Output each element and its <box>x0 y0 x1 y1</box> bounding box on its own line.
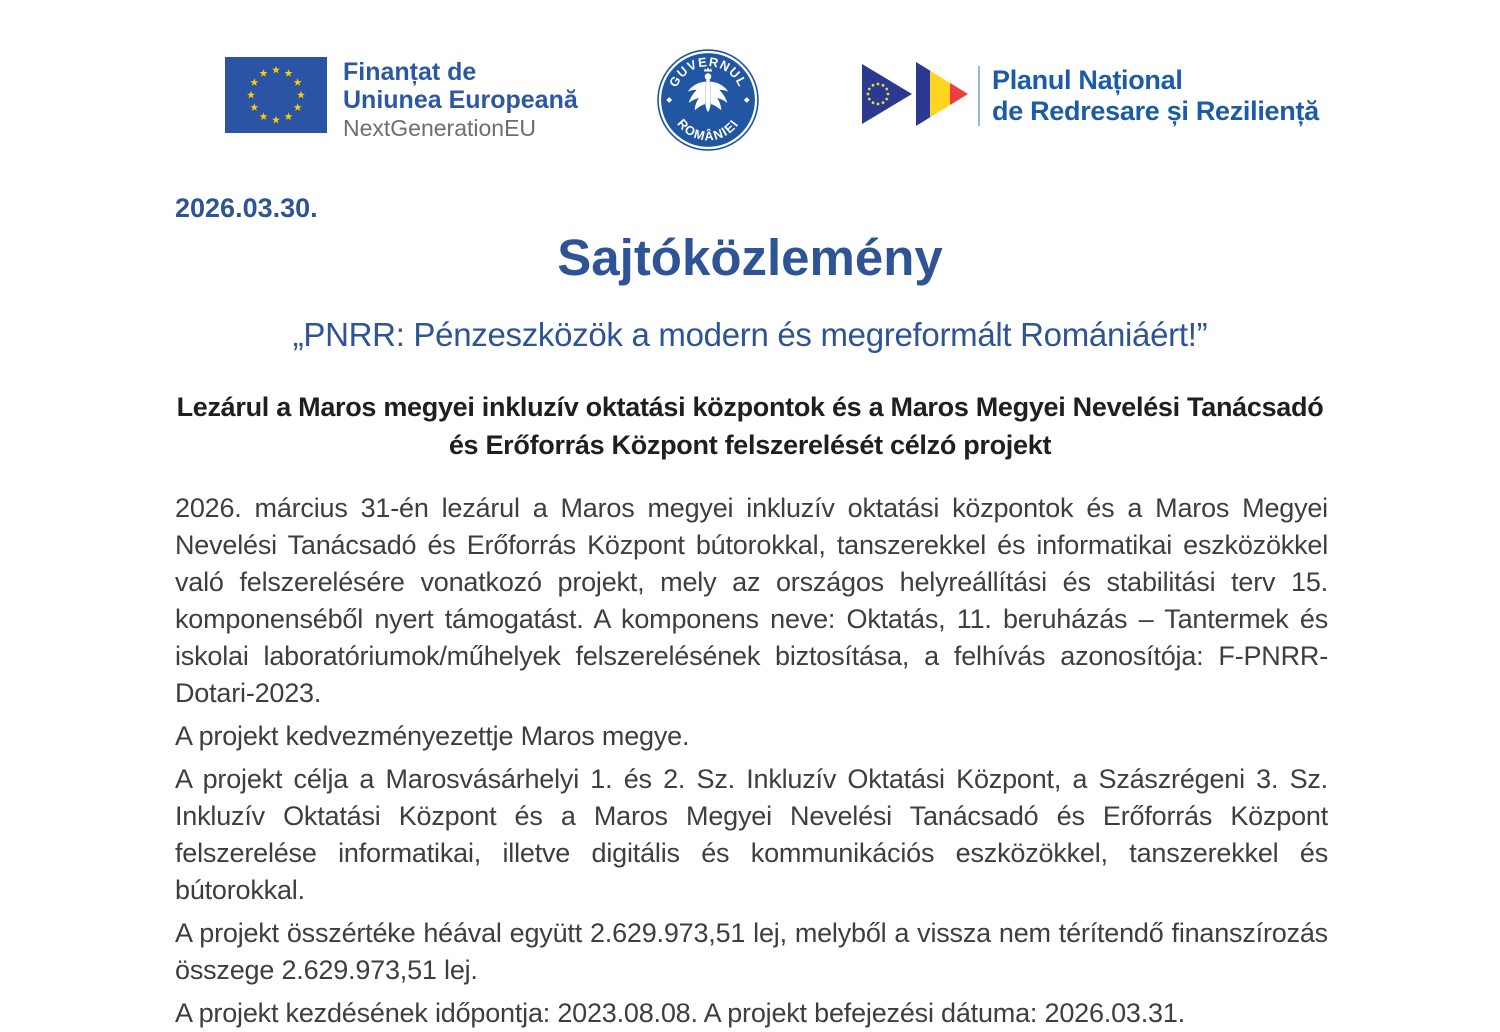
body-paragraph: A projekt kedvezményezettje Maros megye. <box>175 721 690 751</box>
pnrr-text-line2: de Redresare și Reziliență <box>992 96 1319 126</box>
pnrr-logo-text <box>992 65 1319 127</box>
eu-funding-logo <box>225 57 578 143</box>
eu-flag-icon <box>225 57 327 133</box>
body-paragraph: A projekt összértéke héával együtt 2.629.973,51 lej, melyből a vissza nem térítendő finanszírozás összege 2.629.973,51 lej. <box>175 918 1328 985</box>
eu-funding-line1: Finanțat de <box>343 58 477 86</box>
body-paragraph: A projekt kezdésének időpontja: 2023.08.08. A projekt befejezési dátuma: 2026.03.31. <box>175 998 1185 1028</box>
document-subtitle: „PNRR: Pénzeszközök a modern és megreformált Romániáért!” <box>292 316 1208 353</box>
pnrr-logo <box>862 62 1319 130</box>
seal-top-text: GUVERNUL <box>665 54 751 90</box>
document-heading: Lezárul a Maros megyei inkluzív oktatási központok és a Maros Megyei Nevelési Tanácsadó és Erőforrás Központ felszerelését célzó projekt <box>176 392 1324 460</box>
pnrr-divider <box>978 66 980 126</box>
next-generation-eu-label: NextGenerationEU <box>343 115 537 141</box>
document-date: 2026.03.30. <box>175 193 318 223</box>
document-body <box>175 490 1328 1028</box>
romanian-government-seal-icon <box>657 49 759 151</box>
pnrr-text-line1: Planul Național <box>992 65 1183 95</box>
seal-bottom-text: ROMÂNIEI <box>674 115 742 144</box>
eu-funding-line2: Uniunea Europeană <box>343 86 578 114</box>
body-paragraph: A projekt célja a Marosvásárhelyi 1. és 2. Sz. Inkluzív Oktatási Központ, a Szászrégeni 3. Sz. Inkluzív Oktatási Központ és a Maros Megyei Nevelési Tanácsadó és Erőforrás Központ felszerelése informatikai, illetve digitális és kommunikációs eszközökkel, tanszerekkel és bútorokkal. <box>175 764 1328 905</box>
eu-funding-text <box>343 57 578 143</box>
pnrr-triangles-icon <box>862 62 970 130</box>
page-title: Sajtóközlemény <box>557 229 943 286</box>
body-paragraph: 2026. március 31-én lezárul a Maros megyei inkluzív oktatási központok és a Maros Megyei Nevelési Tanácsadó és Erőforrás Központ bútorokkal, tanszerekkel és informatikai eszközökkel való felszerelésére vonatkozó projekt, mely az országos helyreállítási és stabilitási terv 15. komponenséből nyert támogatást. A komponens neve: Oktatás, 11. beruházás – Tantermek és iskolai laboratóriumok/műhelyek felszerelésének biztosítása, a felhívás azonosítója: F-PNRR-Dotari-2023. <box>175 493 1328 708</box>
